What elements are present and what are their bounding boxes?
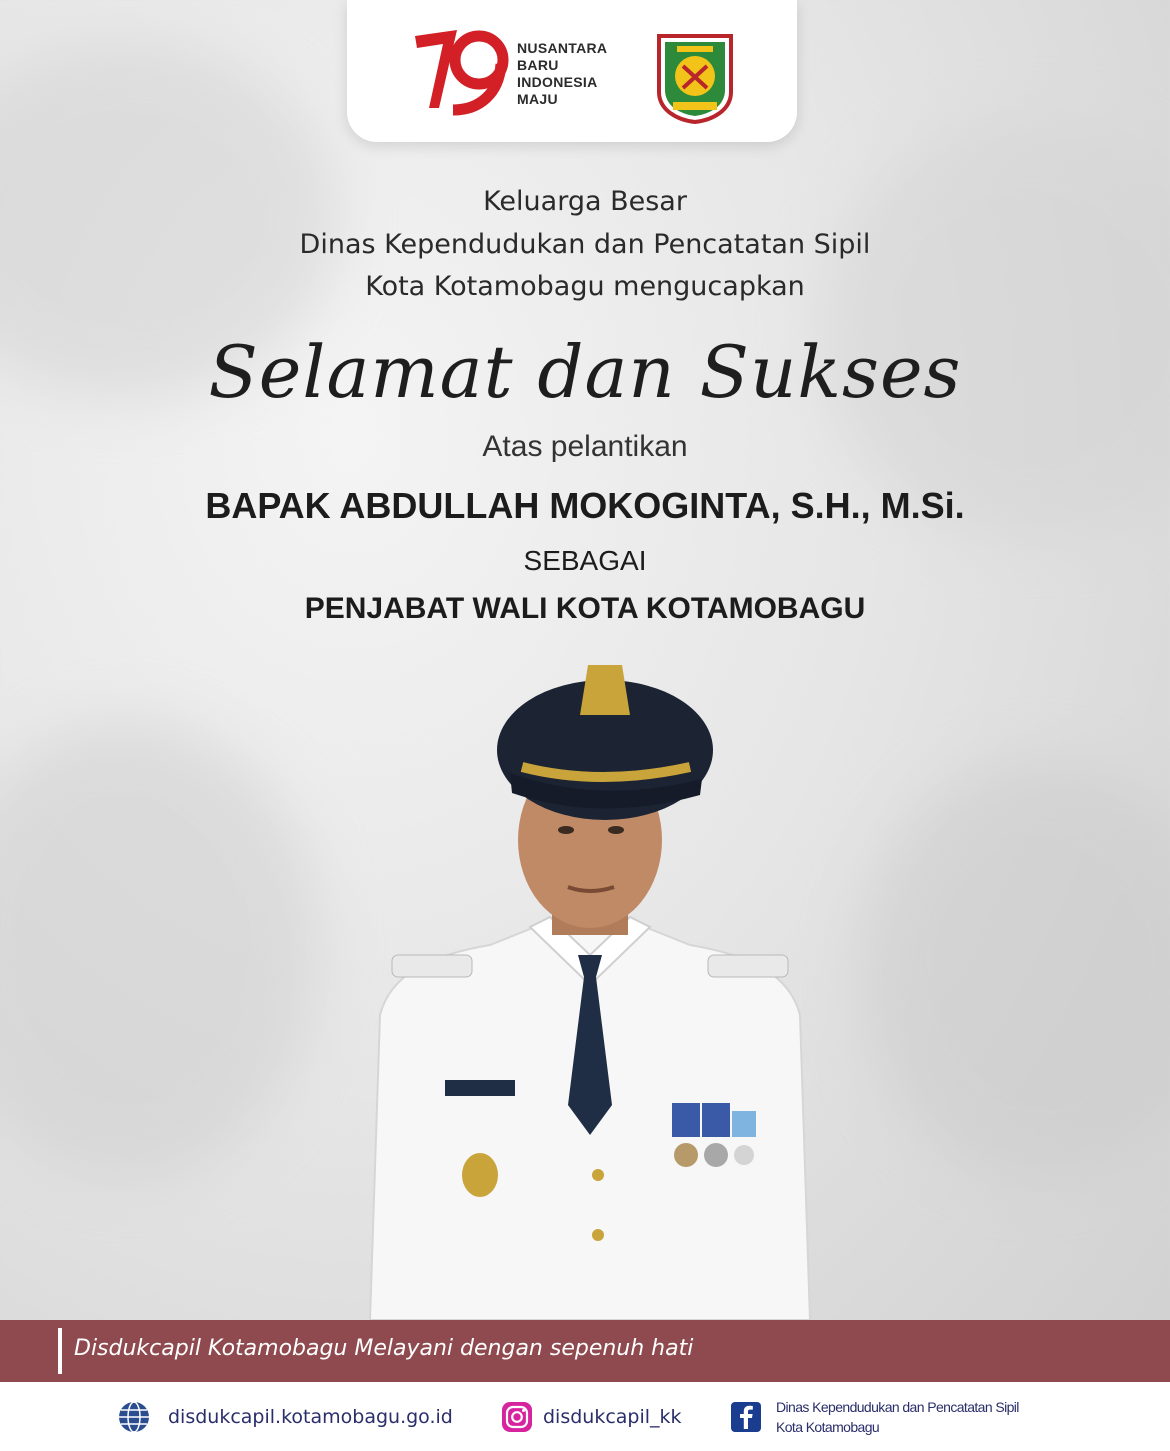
greeting-title: Selamat dan Sukses (208, 330, 962, 414)
background-texture (0, 720, 320, 1180)
globe-icon (118, 1401, 150, 1433)
header-logo-card (347, 0, 797, 142)
intro-line: Dinas Kependudukan dan Pencatatan Sipil (299, 229, 871, 260)
facebook-line: Kota Kotamobagu (776, 1418, 880, 1435)
instagram-icon (501, 1401, 533, 1433)
appointee-name: BAPAK ABDULLAH MOKOGINTA, S.H., M.Si. (205, 485, 965, 526)
logo-line: INDONESIA (517, 74, 598, 90)
motto-text: Disdukcapil Kotamobagu Melayani dengan sepenuh hati (74, 1336, 694, 1361)
background-texture (860, 760, 1170, 1180)
appointee-as: SEBAGAI (523, 545, 647, 576)
appointee-position: PENJABAT WALI KOTA KOTAMOBAGU (304, 592, 866, 625)
hut-ri-79-logo-icon (409, 24, 509, 116)
facebook-line: Dinas Kependudukan dan Pencatatan Sipil (776, 1398, 1019, 1415)
logo-line: MAJU (517, 91, 558, 107)
instagram-handle: disdukcapil_kk (543, 1405, 682, 1428)
intro-line: Keluarga Besar (483, 186, 687, 217)
intro-line: Kota Kotamobagu mengucapkan (365, 271, 805, 302)
kotamobagu-crest-icon (655, 32, 735, 124)
banner-accent-bar (58, 1328, 62, 1374)
instagram-link[interactable] (501, 1382, 682, 1451)
hut-ri-79-theme-text (517, 40, 607, 108)
website-text: disdukcapil.kotamobagu.go.id (168, 1405, 453, 1428)
motto-banner (0, 1320, 1170, 1382)
logo-line: NUSANTARA (517, 40, 608, 56)
logo-line: BARU (517, 57, 559, 73)
website-link[interactable] (118, 1382, 453, 1451)
facebook-icon (730, 1401, 762, 1433)
facebook-link[interactable] (730, 1382, 1019, 1451)
greeting-subtitle: Atas pelantikan (482, 430, 688, 463)
facebook-page-name (776, 1397, 1019, 1437)
official-portrait (330, 655, 850, 1320)
contact-footer (0, 1382, 1170, 1451)
